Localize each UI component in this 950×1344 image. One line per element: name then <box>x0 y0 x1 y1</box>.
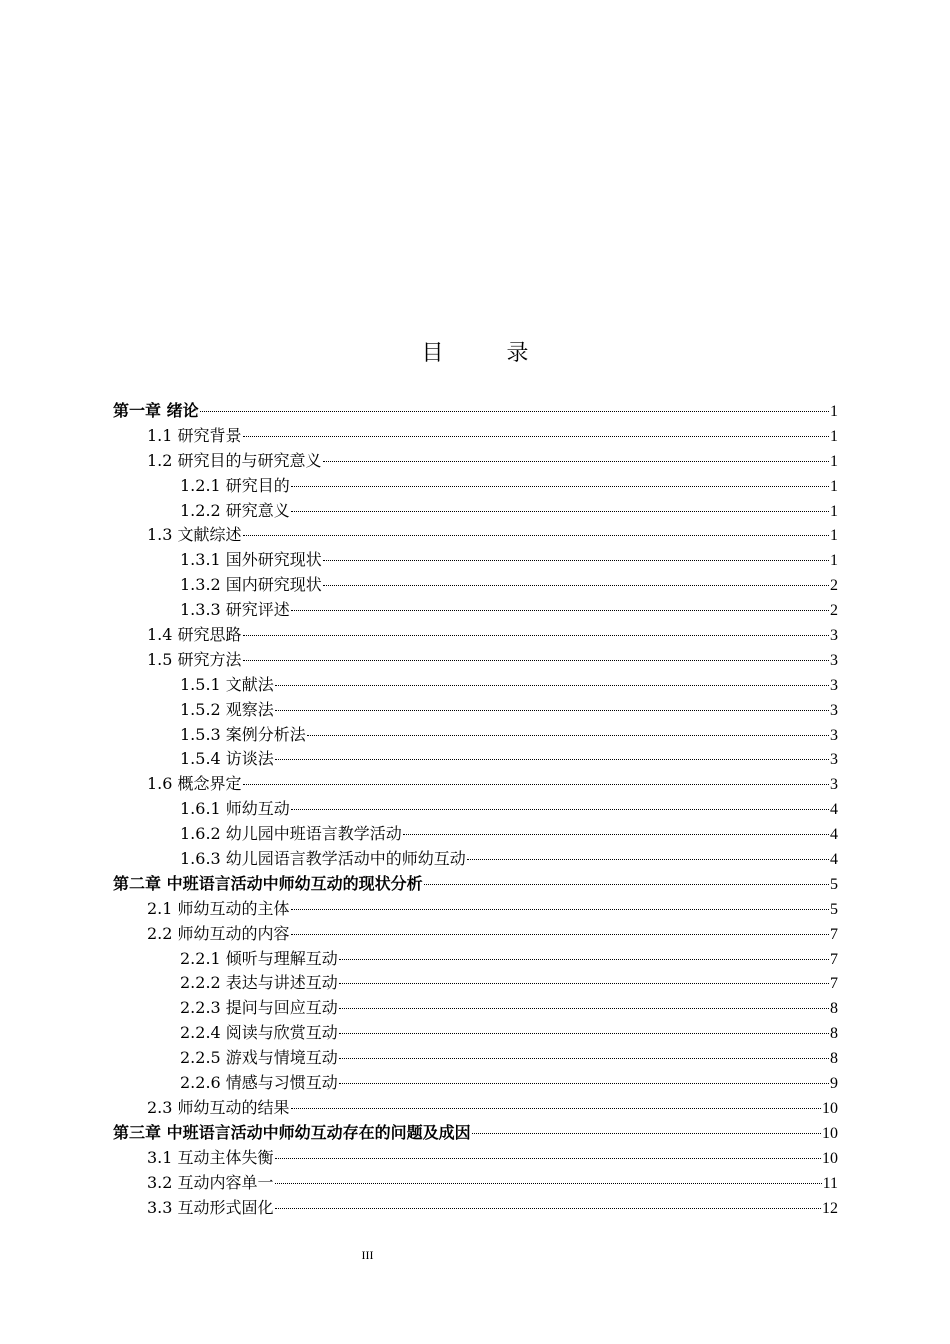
toc-entry[interactable] <box>113 1171 838 1196</box>
toc-entry-title: 第三章 中班语言活动中师幼互动存在的问题及成因 <box>113 1122 471 1142</box>
toc-entry-title: 2.2.6 情感与习惯互动 <box>180 1073 338 1093</box>
toc-entry[interactable] <box>113 1121 838 1146</box>
toc-entry[interactable] <box>113 673 838 698</box>
toc-entry-page-number: 2 <box>830 602 838 620</box>
toc-dot-leader <box>275 1158 821 1159</box>
toc-entry[interactable] <box>113 747 838 772</box>
toc-entry[interactable] <box>113 523 838 548</box>
toc-entry-title: 1.6 概念界定 <box>147 774 242 794</box>
toc-entry[interactable] <box>113 922 838 947</box>
toc-dot-leader <box>275 710 829 711</box>
toc-entry-title: 1.5 研究方法 <box>147 649 242 669</box>
toc-entry-page-number: 1 <box>830 427 838 445</box>
toc-entry[interactable] <box>113 996 838 1021</box>
toc-entry-page-number: 4 <box>830 801 838 819</box>
toc-dot-leader <box>424 884 829 885</box>
toc-entry-page-number: 1 <box>830 502 838 520</box>
toc-entry-page-number: 3 <box>830 651 838 669</box>
toc-dot-leader <box>307 735 829 736</box>
toc-entry[interactable] <box>113 399 838 424</box>
toc-entry-title: 2.2.3 提问与回应互动 <box>180 998 338 1018</box>
toc-entry-title: 3.2 互动内容单一 <box>147 1172 274 1192</box>
toc-dot-leader <box>275 1183 822 1184</box>
toc-entry[interactable] <box>113 797 838 822</box>
toc-entry-page-number: 8 <box>830 1050 838 1068</box>
toc-dot-leader <box>291 610 829 611</box>
toc-entry-page-number: 3 <box>830 776 838 794</box>
toc-dot-leader <box>291 909 829 910</box>
toc-entry[interactable] <box>113 847 838 872</box>
toc-entry[interactable] <box>113 1096 838 1121</box>
toc-entry-page-number: 8 <box>830 1025 838 1043</box>
toc-dot-leader <box>323 585 829 586</box>
toc-entry-page-number: 11 <box>822 1174 838 1192</box>
toc-entry-page-number: 7 <box>830 925 838 943</box>
toc-entry-title: 2.2.2 表达与讲述互动 <box>180 973 338 993</box>
toc-entry-page-number: 3 <box>830 627 838 645</box>
toc-entry-page-number: 5 <box>830 875 838 893</box>
toc-entry[interactable] <box>113 474 838 499</box>
toc-entry[interactable] <box>113 1021 838 1046</box>
toc-entry-title: 1.6.1 师幼互动 <box>180 799 290 819</box>
toc-entry-title: 1.3 文献综述 <box>147 525 242 545</box>
toc-entry-title: 2.1 师幼互动的主体 <box>147 898 290 918</box>
toc-entry-page-number: 2 <box>830 577 838 595</box>
toc-entry-page-number: 3 <box>830 701 838 719</box>
toc-entry-title: 1.2 研究目的与研究意义 <box>147 450 322 470</box>
toc-entry-title: 2.2.1 倾听与理解互动 <box>180 948 338 968</box>
toc-entry[interactable] <box>113 872 838 897</box>
toc-entry-title: 第二章 中班语言活动中师幼互动的现状分析 <box>113 873 423 893</box>
toc-entry[interactable] <box>113 598 838 623</box>
toc-dot-leader <box>275 759 829 760</box>
toc-entry-page-number: 8 <box>830 1000 838 1018</box>
toc-entry-page-number: 3 <box>830 726 838 744</box>
toc-dot-leader <box>243 660 829 661</box>
toc-entry-page-number: 4 <box>830 851 838 869</box>
toc-entry[interactable] <box>113 648 838 673</box>
toc-entry-title: 1.3.3 研究评述 <box>180 600 290 620</box>
table-of-contents <box>113 399 838 1220</box>
toc-entry-page-number: 5 <box>830 900 838 918</box>
toc-entry[interactable] <box>113 723 838 748</box>
toc-entry-title: 1.2.2 研究意义 <box>180 500 290 520</box>
toc-dot-leader <box>291 809 829 810</box>
toc-dot-leader <box>339 959 829 960</box>
toc-entry-page-number: 4 <box>830 826 838 844</box>
toc-entry[interactable] <box>113 822 838 847</box>
toc-entry-page-number: 1 <box>830 477 838 495</box>
toc-entry[interactable] <box>113 1071 838 1096</box>
toc-entry-title: 1.1 研究背景 <box>147 425 242 445</box>
toc-entry-page-number: 1 <box>830 403 838 420</box>
toc-dot-leader <box>403 834 829 835</box>
toc-entry-title: 1.5.3 案例分析法 <box>180 724 306 744</box>
toc-entry-title: 1.5.1 文献法 <box>180 674 274 694</box>
toc-entry-title: 1.6.2 幼儿园中班语言教学活动 <box>180 824 402 844</box>
toc-entry-page-number: 1 <box>830 552 838 570</box>
toc-entry[interactable] <box>113 897 838 922</box>
toc-entry[interactable] <box>113 947 838 972</box>
toc-dot-leader <box>339 1058 829 1059</box>
toc-dot-leader <box>243 635 829 636</box>
toc-entry-title: 2.2 师幼互动的内容 <box>147 923 290 943</box>
toc-dot-leader <box>323 560 829 561</box>
toc-entry-title: 2.2.5 游戏与情境互动 <box>180 1048 338 1068</box>
toc-entry-title: 1.3.1 国外研究现状 <box>180 550 322 570</box>
toc-dot-leader <box>323 461 829 462</box>
toc-entry-page-number: 7 <box>830 950 838 968</box>
toc-dot-leader <box>339 1033 829 1034</box>
toc-entry-title: 1.4 研究思路 <box>147 625 242 645</box>
toc-entry-page-number: 9 <box>830 1075 838 1093</box>
page-number-footer: III <box>361 1248 374 1262</box>
toc-entry-page-number: 10 <box>822 1099 838 1117</box>
toc-dot-leader <box>291 1108 821 1109</box>
toc-entry[interactable] <box>113 1046 838 1071</box>
toc-entry[interactable] <box>113 1196 838 1221</box>
toc-entry[interactable] <box>113 772 838 797</box>
toc-entry-page-number: 1 <box>830 527 838 545</box>
toc-dot-leader <box>339 1083 829 1084</box>
toc-entry-title: 1.3.2 国内研究现状 <box>180 575 322 595</box>
toc-dot-leader <box>339 983 829 984</box>
page-title: 目 录 <box>421 341 557 366</box>
toc-dot-leader <box>467 859 829 860</box>
toc-entry[interactable] <box>113 573 838 598</box>
toc-entry-title: 第一章 绪论 <box>113 401 199 420</box>
toc-entry-page-number: 3 <box>830 676 838 694</box>
toc-dot-leader <box>243 784 829 785</box>
toc-dot-leader <box>291 486 829 487</box>
toc-entry-title: 3.3 互动形式固化 <box>147 1197 274 1217</box>
toc-entry-page-number: 7 <box>830 975 838 993</box>
toc-dot-leader <box>339 1008 829 1009</box>
toc-entry-title: 1.2.1 研究目的 <box>180 475 290 495</box>
toc-dot-leader <box>291 511 829 512</box>
toc-entry[interactable] <box>113 623 838 648</box>
toc-entry[interactable] <box>113 548 838 573</box>
toc-entry-page-number: 1 <box>830 452 838 470</box>
toc-dot-leader <box>243 436 829 437</box>
toc-dot-leader <box>243 535 829 536</box>
toc-entry-page-number: 10 <box>822 1124 838 1142</box>
toc-entry-title: 1.5.4 访谈法 <box>180 749 274 769</box>
toc-dot-leader <box>275 685 829 686</box>
toc-entry-title: 1.6.3 幼儿园语言教学活动中的师幼互动 <box>180 849 466 869</box>
toc-entry-title: 2.3 师幼互动的结果 <box>147 1097 290 1117</box>
toc-entry-title: 2.2.4 阅读与欣赏互动 <box>180 1023 338 1043</box>
toc-entry[interactable] <box>113 424 838 449</box>
toc-entry[interactable] <box>113 971 838 996</box>
toc-entry-page-number: 10 <box>822 1149 838 1167</box>
toc-entry-title: 3.1 互动主体失衡 <box>147 1147 274 1167</box>
toc-dot-leader <box>472 1133 821 1134</box>
toc-entry-page-number: 3 <box>830 751 838 769</box>
toc-entry[interactable] <box>113 1146 838 1171</box>
toc-entry-title: 1.5.2 观察法 <box>180 699 274 719</box>
toc-entry[interactable] <box>113 449 838 474</box>
toc-dot-leader <box>275 1208 821 1209</box>
toc-dot-leader <box>291 934 829 935</box>
toc-entry[interactable] <box>113 698 838 723</box>
toc-entry-page-number: 12 <box>822 1199 838 1217</box>
toc-dot-leader <box>200 411 829 412</box>
toc-entry[interactable] <box>113 499 838 524</box>
